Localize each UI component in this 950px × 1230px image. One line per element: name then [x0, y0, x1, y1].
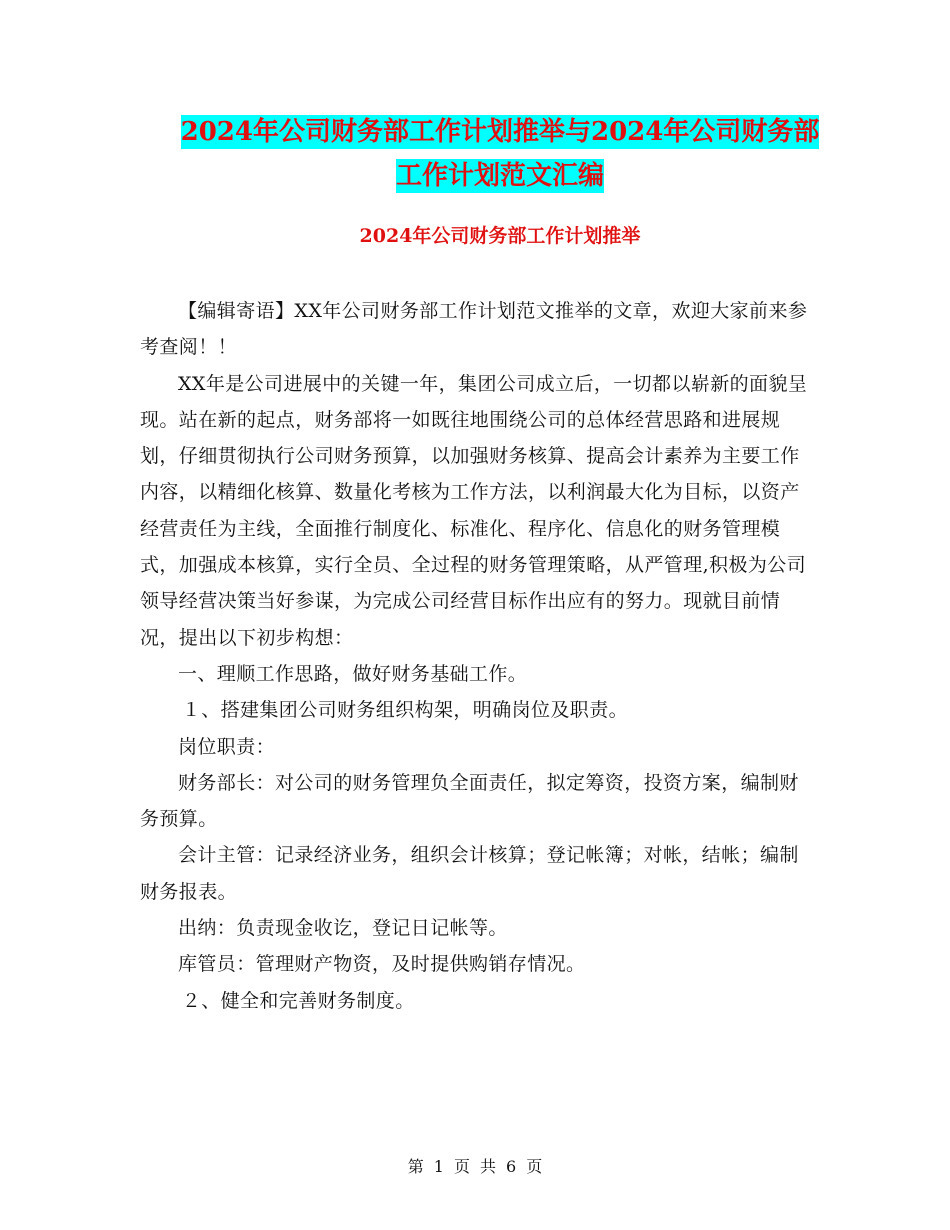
title-line-2: 工作计划范文汇编	[395, 161, 604, 191]
document-body	[140, 293, 808, 1019]
paragraph-duties-label: 岗位职责：	[178, 735, 276, 758]
page-footer	[0, 1154, 950, 1177]
paragraph-accounting-lead: 会计主管：记录经济业务，组织会计核算；登记帐簿；对帐，结帐；编制财务报表。	[140, 844, 799, 903]
document-title	[140, 110, 860, 198]
paragraph-finance-head: 财务部长：对公司的财务管理负全面责任，拟定筹资，投资方案，编制财务预算。	[140, 771, 799, 831]
section-title: 2024年公司财务部工作计划推举	[359, 225, 641, 247]
paragraph-cashier: 出纳：负责现金收讫，登记日记帐等。	[178, 917, 508, 940]
footer-prefix: 第	[407, 1157, 424, 1176]
footer-middle: 页	[453, 1157, 470, 1176]
paragraph-item-2: ２、健全和完善财务制度。	[181, 989, 415, 1012]
paragraph-editor-note: 【编辑寄语】XX年公司财务部工作计划范文推举的文章，欢迎大家前来参考查阅！！	[140, 300, 808, 359]
paragraph-item-1: １、搭建集团公司财务组织构架，明确岗位及职责。	[181, 699, 628, 722]
footer-current-page: 1	[433, 1157, 444, 1176]
footer-suffix: 页	[526, 1157, 543, 1176]
paragraph-warehouse: 库管员：管理财产物资，及时提供购销存情况。	[178, 953, 586, 976]
paragraph-heading-1: 一、理顺工作思路，做好财务基础工作。	[178, 662, 528, 685]
title-line-1: 2024年公司财务部工作计划推举与2024年公司财务部	[180, 117, 820, 147]
paragraph-intro: XX年是公司进展中的关键一年，集团公司成立后，一切都以崭新的面貌呈现。站在新的起点，财务部将一如既往地围绕公司的总体经营思路和进展规划，仔细贯彻执行公司财务预算，以加强财务核算、提高会计素养为主要工作内容，以精细化核算、数量化考核为工作方法，以利润最大化为目标，以资产经营责任为主线，全面推行制度化、标准化、程序化、信息化的财务管理模式，加强成本核算，实行全员、全过程的财务管理策略，从严管理,积极为公司领导经营决策当好参谋，为完成公司经营目标作出应有的努力。现就目前情况，提出以下初步构想：	[140, 372, 808, 649]
footer-total-pages: 6	[506, 1157, 517, 1176]
footer-total-prefix: 共	[480, 1157, 497, 1176]
